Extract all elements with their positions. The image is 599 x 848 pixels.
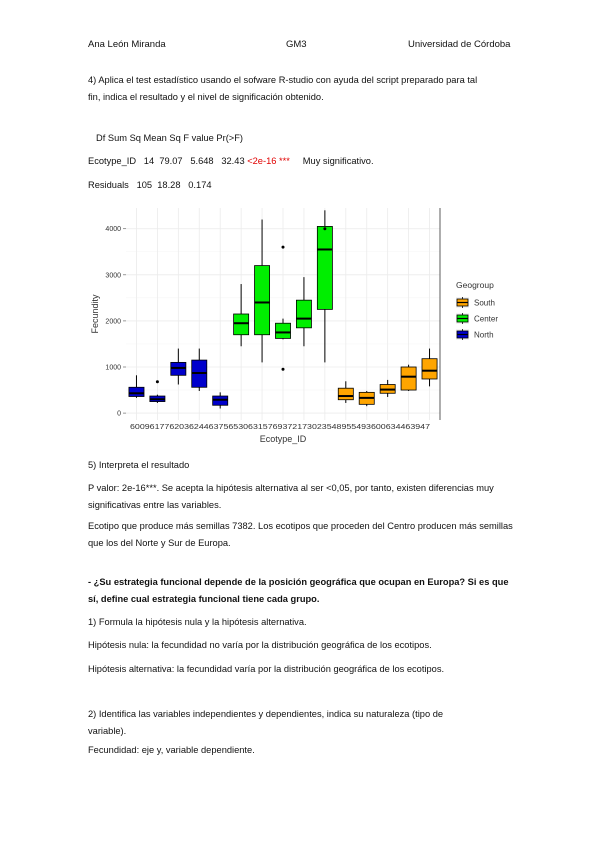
header-university: Universidad de Córdoba bbox=[408, 39, 511, 50]
box-body bbox=[275, 323, 290, 338]
anova-row-ecotype bbox=[88, 153, 518, 170]
anova-note: Muy significativo. bbox=[302, 156, 374, 166]
outlier-point bbox=[282, 368, 285, 371]
variables-line-1: 2) Identifica las variables independientes y dependientes, indica su naturaleza (tipo de bbox=[88, 709, 444, 719]
q5-ecotype-text: Ecotipo que produce más semillas 7382. Los ecotipos que proceden del Centro producen más semillas que los del Norte y Sur de Europa. bbox=[88, 521, 513, 548]
box-body bbox=[317, 226, 332, 309]
x-tick-labels: 6009617762036244637565306315769372173023548955493600634463947 bbox=[130, 424, 431, 431]
box-body bbox=[401, 367, 416, 390]
box-body bbox=[129, 387, 144, 396]
y-tick-label: 3000 bbox=[105, 272, 121, 280]
box-body bbox=[338, 388, 353, 400]
q5-title: 5) Interpreta el resultado bbox=[88, 460, 190, 470]
header-author: Ana León Miranda bbox=[88, 39, 166, 50]
variables-question bbox=[88, 706, 518, 740]
variables-line-2: variable). bbox=[88, 726, 127, 736]
box-south bbox=[401, 365, 416, 391]
legend-label: North bbox=[474, 330, 494, 340]
q4-line-1: 4) Aplica el test estadístico usando el sofware R-studio con ayuda del script preparado para tal bbox=[88, 75, 478, 85]
y-tick-label: 1000 bbox=[105, 364, 121, 372]
q5-p-value-text: P valor: 2e-16***. Se acepta la hipótesis alternativa al ser <0,05, por tanto, existen diferencias muy significativas entre las variables. bbox=[88, 483, 494, 510]
null-hypothesis: Hipótesis nula: la fecundidad no varía por la distribución geográfica de los ecotipos. bbox=[88, 640, 432, 650]
box-body bbox=[296, 300, 311, 328]
header-group: GM3 bbox=[286, 39, 307, 50]
legend-title: Geogroup bbox=[456, 280, 494, 290]
outlier-point bbox=[323, 227, 326, 230]
outlier-point bbox=[282, 246, 285, 249]
legend-label: South bbox=[474, 298, 495, 308]
y-tick-label: 0 bbox=[117, 410, 121, 418]
fecundity-boxplot bbox=[84, 203, 522, 450]
legend-item-north bbox=[456, 329, 494, 340]
q4-text bbox=[88, 72, 518, 106]
y-axis-title: Fecundity bbox=[90, 294, 100, 334]
x-axis-title: Ecotype_ID bbox=[259, 434, 307, 444]
q6-question bbox=[88, 574, 518, 608]
anova-header: Df Sum Sq Mean Sq F value Pr(>F) bbox=[96, 133, 243, 143]
box-south bbox=[359, 391, 374, 406]
box-body bbox=[234, 314, 249, 335]
fecundity-variable: Fecundidad: eje y, variable dependiente. bbox=[88, 745, 255, 755]
alternative-hypothesis: Hipótesis alternativa: la fecundidad varía por la distribución geográfica de los ecotipos. bbox=[88, 664, 445, 674]
box-body bbox=[255, 266, 270, 335]
q4-line-2: fin, indica el resultado y el nivel de significación obtenido. bbox=[88, 92, 324, 102]
outlier-point bbox=[156, 380, 159, 383]
legend-item-center bbox=[456, 313, 498, 324]
y-tick-label: 2000 bbox=[105, 318, 121, 326]
anova-p-value: <2e-16 *** bbox=[247, 156, 290, 166]
y-tick-label: 4000 bbox=[105, 226, 121, 234]
q6-line-1: - ¿Su estrategia funcional depende de la posición geográfica que ocupan en Europa? Si es que bbox=[88, 577, 509, 587]
q6-line-2: sí, define cual estrategia funcional tiene cada grupo. bbox=[88, 594, 320, 604]
legend-label: Center bbox=[474, 314, 499, 324]
legend-item-south bbox=[456, 297, 495, 308]
box-body bbox=[422, 359, 437, 379]
anova-row-residuals: Residuals 105 18.28 0.174 bbox=[88, 180, 212, 190]
hypotheses-title: 1) Formula la hipótesis nula y la hipótesis alternativa. bbox=[88, 617, 307, 627]
anova-row-ecotype-values: Ecotype_ID 14 79.07 5.648 32.43 bbox=[88, 156, 248, 166]
